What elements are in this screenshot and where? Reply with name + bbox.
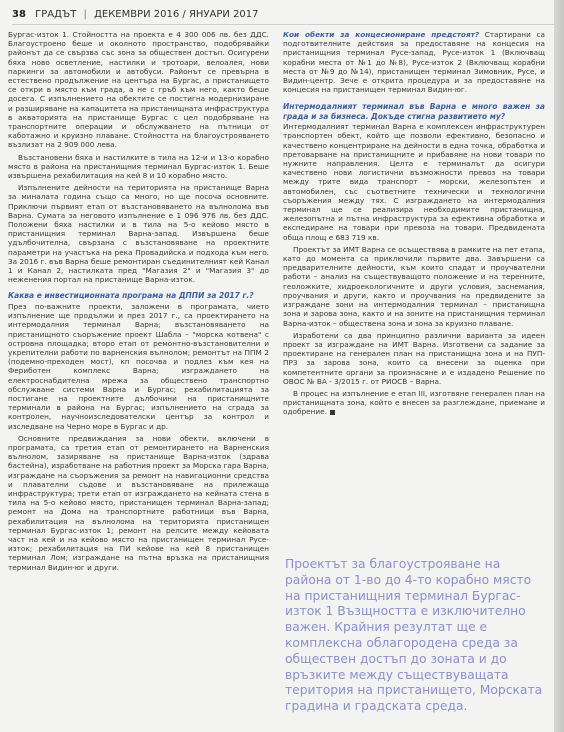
qa-paragraph bbox=[283, 30, 545, 94]
answer: Стартирани са подготвителните действия за предоставяне на концесия на пристанищния терминал Русе-запад, Русе-изток 1 (Включващ корабни места от №1 до №8), Русе-изток 2 (Включващ корабни места от №9 до №14), пристанищен терминал Зимовник, Русе, и Видин-центр. Зече е открита процедура и за предоставяне на концесия на пристанищен терминал Видин-юг. bbox=[283, 30, 545, 95]
paragraph-final bbox=[283, 389, 545, 417]
header-separator: | bbox=[83, 9, 87, 20]
paragraph: Проектът за ИМТ Варна се осъществява в рамките на пет етапа, като до момента са приключили първите два. Завършени са предварителните дейности, към които спадат и проучвателни работи – анализ на съществуващото положение и на теренните, геоложките, хидроекологичните и други условия, заснемания, проучвания и други, както и проучвания на предвидените за изграждане зони на интермодалния терминал – пристанищна зона и зарова зона, както и на зоните на пристанищния терминал Варна-изток – обществена зона и зона за круизно плаване. bbox=[283, 244, 545, 328]
pull-quote: Проектът за благоустрояване на района от 1-во до 4-то корабно място на пристанищния терминал Бургас-изток 1 Възщността е изключително важен. Крайния резултат ще е комплексна облагородена среда за обществен достъп до зоната и до връзките между съществуващата територия на пристанището, Морската градина и градската среда. bbox=[285, 557, 543, 714]
left-column bbox=[8, 30, 269, 572]
page-header bbox=[12, 8, 554, 25]
page-number: 38 bbox=[12, 9, 26, 20]
issue-label: ДЕКЕМВРИ 2016 / ЯНУАРИ 2017 bbox=[94, 9, 259, 20]
paragraph: Бургас-изток 1. Стойността на проекта е 4 300 006 лв. без ДДС. Благоустроено беше и околното пространство, подобрявайки районът да се свързва със зона за обществен достъп. Осигурени бяха ново осветление, настилки и тротоари, велоалея, нови паркинги за автомобили и автобуси. Районът се превърна в естествено продължение на центъра на Бургас, а пристанището се откри в място към града, а не с гръб към него, както беше досега. С изпълнението на обектите се постигна модернизиране и разширяване на капацитета на пристанищната инфраструктура в акваторията на пристанище Бургас с цел подобряване на транспортните операции и обслужването на пътници от каботажно и круизно плаване. Стойността на благоустрояването възлизат на 2 909 000 лева. bbox=[8, 30, 269, 150]
paragraph-text: В процес на изпълнение е етап III, изготвяне генерален план на пристанищната зона, който е внесен за разглеждане, приемане и одобрение. bbox=[283, 388, 545, 417]
paragraph: Възстановени бяха и настилките в тила на 12-и и 13-о корабно място в района на пристанищния терминал Бургас-изток 1. Беше извършена рехабилитация на кей 8 и 10 корабно място. bbox=[8, 152, 269, 181]
paragraph: През по-важните проекти, заложени в програмата, чието изпълнение ще продължи и през 2017 г., са проектирането на интермодалния терминал Варна; възстановяването на пристанищното съоръжение проект Шабла – "морска котвена" с островна площадка; второ етап от ремонтно-възстановителни и укрепителни работи по варненския вълнолом; ремонтът на ППМ 2 (подемно-преходен мост), кп посочва и подлез към кея на Фериботен комплекс Варна; изграждането на електроснабдителна мрежа за обществено транспортно обслужване системи Варна и Бургас; рехабилитацията за постигане на проектните дълбочини на пристанищните терминали в района на Бургас; изпълнението на сграда за контролен, научноизследователски център за контрол и изследване на Черно море в Бургас и др. bbox=[8, 301, 269, 431]
right-column bbox=[283, 30, 545, 417]
section-label: ГРАДЪТ bbox=[35, 9, 77, 20]
end-mark-icon bbox=[330, 410, 335, 415]
paragraph: Изпълнените дейности на територията на пристанище Варна за миналата година също са много, но ще посоча основните. Приключи първият етап от възстановяването на вълнолома във Варна. Сумата за неговото изпълнение е 1 096 976 лв. без ДДС. Положени бяха настилки и в тила на 5-о кейово място в пристанищния терминал Варна-запад. Извършена беше удълбочителна, свързана с възстановяване на проектните параметри на участъка на река Провадийска и подхода към него. За 2016 г. във Варна беше ремонтиран съединителният кей Канал 1 и Канал 2, настилката пред "Магазия 2" и "Магазия 3" до неженения портал на пристанище Варна-изток. bbox=[8, 183, 269, 285]
question: Кои обекти за концесиониране предстоят? bbox=[283, 30, 480, 39]
question-heading: Интермодалният терминал във Варна е много важен за града и за бизнеса. Докъде стигна развитието му? bbox=[283, 102, 545, 121]
page-edge bbox=[554, 0, 564, 732]
paragraph: Основните предвиждания за нови обекти, включени в програмата, са третия етап от ремонтирането на Варненския вълнолом, зазиряване на пристанище Варна-изток (здрава бастейна), изработване на работния проект за Морска гара Варна, изграждане на съоръжения за ремонт на навигационни средства и плавателни съдове и възстановяване на прилежаща инфраструктура; трети етап от изграждането на кейната стена в тила на 5-о кейово място, пристанищен терминал Варна-запад; ремонт на Дома на транспортните работници във Варна, рехабилитация на вълнолома на територията пристанищен терминал Бургас-изток 1; ремонт на релсите между кейовата част на кей и на кейово място на пристанищен терминал Русе-изток; рехабилитация на ПИ кейове на кей 8 пристанищен терминал Лом; изграждане на пътна връзка на пристанищния терминал Видин-юг и други. bbox=[8, 433, 269, 572]
paragraph: Интермодалният терминал Варна е комплексен инфраструктурен транспортен обект, който ще позволи ефективно, безопасно и качествено концентриране на дейности в една точка, обработка и претоварване на пристанищните и прибавяне на нови товари по нужните направления. Целта е терминалът да осигури качествено нови логистични възможности превоз на товари между трите вида транспорт – морски, железопътен и автомобилен, със съответните технически и технологични съоръжения между тях. С изграждането на интермодалния терминал ще се реализира необходимите пристанищна, железопътна и пътна инфраструктура за ефективна обработка и експедиране на товари при превоза на товари. Предвидената обща площ е 683 719 кв. bbox=[283, 122, 545, 242]
section-heading: Каква е инвестиционната програма на ДППИ за 2017 г.? bbox=[8, 291, 254, 301]
paragraph: Изработени са два принципно различни варианта за идеен проект за изграждане на ИМТ Варна. Изготвени са задание за проектиране на генерален план на пристанищна зона и на ПУП-ПРЗ за зарова зона, които са внесени за оценка при компетентните органи за произнасяне и е издадено Решение по ОВОС № ВА - 3/2015 г. от РИОСВ – Варна. bbox=[283, 330, 545, 386]
